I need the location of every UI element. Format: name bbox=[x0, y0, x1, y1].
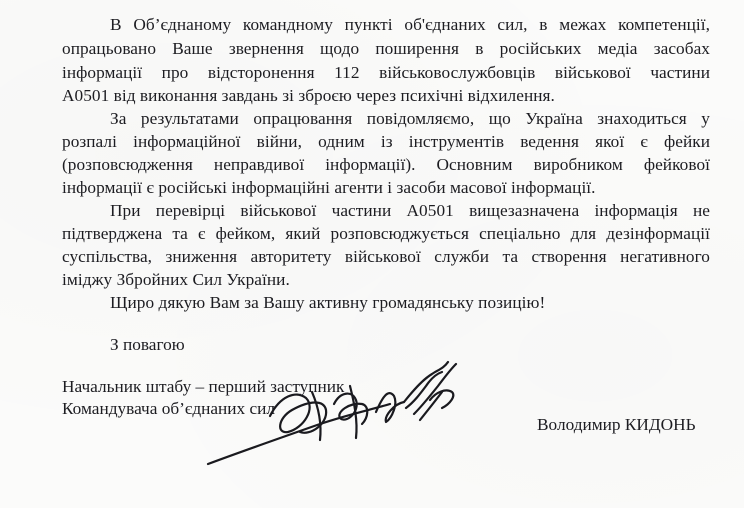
paragraph-4-line-1: Щиро дякую Вам за Вашу активну громадянську позицію! bbox=[110, 293, 546, 312]
signatory-title-line-2: Командувача об’єднаних сил bbox=[62, 399, 276, 418]
paragraph-1-line-3: інформації про відсторонення 112 військовослужбовців військової частини bbox=[62, 63, 710, 82]
paragraph-1-line-4: А0501 від виконання завдань зі зброєю через психічні відхилення. bbox=[62, 86, 555, 105]
handwritten-signature-icon bbox=[200, 352, 480, 472]
paragraph-2-line-2: розпалі інформаційної війни, одним із інструментів ведення якої є фейки bbox=[62, 132, 710, 151]
paragraph-2-line-3: (розповсюдження неправдивої інформації). Основним виробником фейкової bbox=[62, 155, 710, 174]
paragraph-2-line-4: інформації є російські інформаційні агенти і засоби масової інформації. bbox=[62, 178, 596, 197]
paragraph-3-line-3: суспільства, зниження авторитету військової служби та створення негативного bbox=[62, 247, 710, 266]
paragraph-3-line-1: При перевірці військової частини А0501 вищезазначена інформація не bbox=[110, 201, 710, 220]
paragraph-3-line-2: підтверджена та є фейком, який розповсюджується спеціально для дезінформації bbox=[62, 224, 710, 243]
paragraph-1-line-1: В Об’єднаному командному пункті об'єднаних сил, в межах компетенції, bbox=[110, 15, 710, 34]
signatory-name: Володимир КИДОНЬ bbox=[537, 415, 696, 434]
paragraph-1-line-2: опрацьовано Ваше звернення щодо поширення в російських медіа засобах bbox=[62, 39, 710, 58]
signatory-title-line-1: Начальник штабу – перший заступник bbox=[62, 377, 345, 396]
paragraph-3-line-4: іміджу Збройних Сил України. bbox=[62, 270, 290, 289]
closing-salutation: З повагою bbox=[110, 335, 185, 354]
paragraph-2-line-1: За результатами опрацювання повідомляємо, що Україна знаходиться у bbox=[110, 109, 710, 128]
